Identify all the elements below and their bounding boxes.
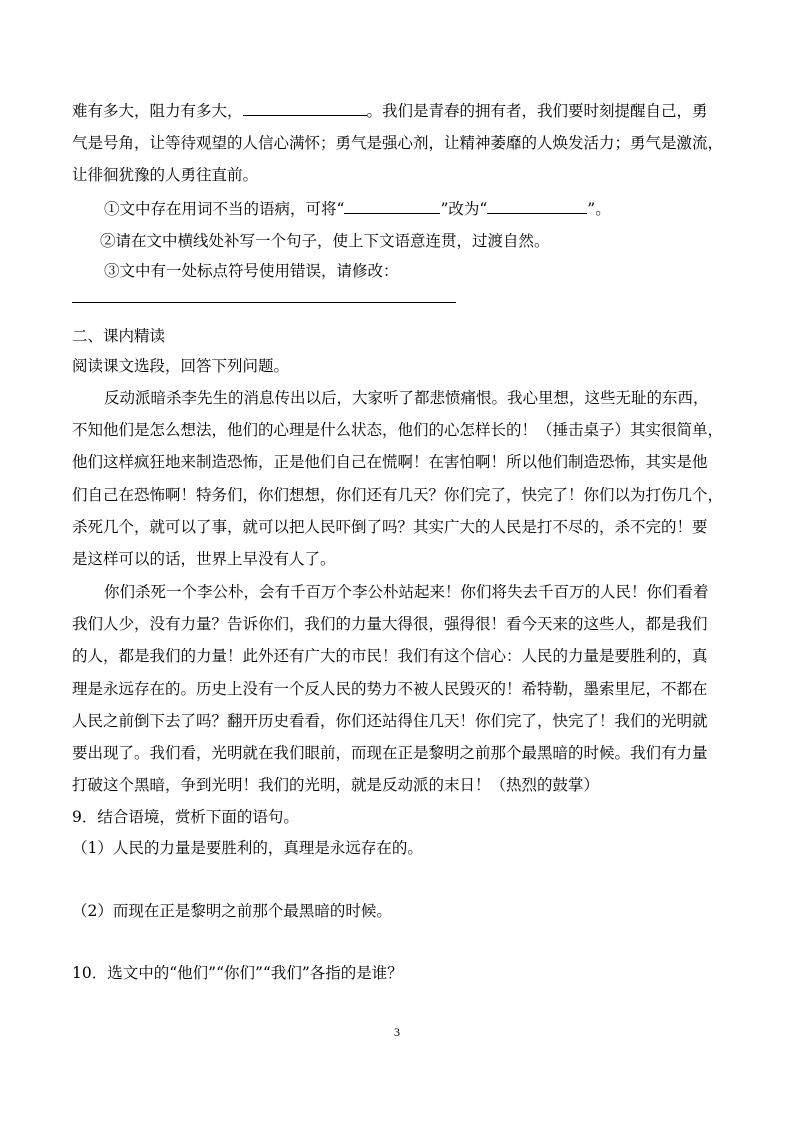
question-9-2: （2）而现在正是黎明之前那个最黑暗的时候。: [72, 902, 392, 920]
question-9: 9．结合语境，赏析下面的语句。: [72, 808, 299, 826]
passage-p1-line: 杀死几个，就可以了事，就可以把人民吓倒了吗？其实广大的人民是打不尽的，杀不完的！要: [72, 518, 708, 536]
passage-p2-line: 的人，都是我们的力量！此外还有广大的市民！我们有这个信心：人民的力量是要胜利的，真: [72, 647, 708, 665]
intro-line-2: 气是号角，让等待观望的人信心满怀；勇气是强心剂，让精神萎靡的人焕发活力；勇气是激流，: [72, 134, 724, 152]
section-heading: 二、课内精读: [72, 327, 166, 345]
passage-p1-line: 他们这样疯狂地来制造恐怖，正是他们自己在慌啊！在害怕啊！所以他们制造恐怖，其实是他: [72, 453, 708, 471]
intro-line-1-start: 难有多大，阻力有多大，: [72, 102, 243, 120]
question-9-1: （1）人民的力量是要胜利的，真理是永远存在的。: [72, 839, 423, 857]
question-1-text-b: ”改为“: [440, 200, 488, 218]
answer-line-q3[interactable]: [72, 302, 456, 303]
intro-line-1: [72, 101, 732, 121]
passage-p2-line: 人民之前倒下去了吗？翻开历史看看，你们还站得住几天！你们完了，快完了！我们的光明就: [72, 712, 708, 730]
question-1-text-c: ”。: [587, 200, 611, 218]
passage-p2-line: 你们杀死一个李公朴，会有千百万个李公朴站起来！你们将失去千百万的人民！你们看着: [104, 583, 709, 601]
intro-line-3: 让徘徊犹豫的人勇往直前。: [72, 166, 259, 184]
passage-p2-line: 要出现了。我们看，光明就在我们眼前，而现在正是黎明之前那个最黑暗的时候。我们有力量: [72, 744, 708, 762]
question-1-text-a: ①文中存在用词不当的语病，可将“: [104, 200, 345, 218]
section-instruction: 阅读课文选段，回答下列问题。: [72, 357, 290, 375]
passage-p1-line: 是这样可以的话，世界上早没有人了。: [72, 550, 336, 568]
fill-blank-wrong-word[interactable]: [344, 199, 440, 214]
passage-p2-line: 我们人少，没有力量？告诉你们，我们的力量大得很，强得很！看今天来的这些人，都是我们: [72, 615, 708, 633]
question-3: ③文中有一处标点符号使用错误，请修改：: [104, 262, 399, 280]
passage-p2-line: 打破这个黑暗，争到光明！我们的光明，就是反动派的末日！（热烈的鼓掌）: [72, 776, 600, 794]
question-2: ②请在文中横线处补写一个句子，使上下文语意连贯，过渡自然。: [100, 232, 550, 250]
fill-blank-correct-word[interactable]: [487, 199, 587, 214]
passage-p1-line: 们自己在恐怖啊！特务们，你们想想，你们还有几天？你们完了，快完了！你们以为打伤几个，: [72, 486, 724, 504]
passage-p1-line: 不知他们是怎么想法，他们的心理是什么状态，他们的心怎样长的！（捶击桌子）其实很简单，: [72, 421, 724, 439]
intro-line-1-end: 。我们是青春的拥有者，我们要时刻提醒自己，勇: [366, 102, 708, 120]
question-1: [104, 199, 764, 219]
fill-blank-sentence[interactable]: [243, 101, 367, 116]
page-number: 3: [394, 1025, 400, 1039]
passage-p2-line: 理是永远存在的。历史上没有一个反人民的势力不被人民毁灭的！希特勒，墨索里尼，不都在: [72, 680, 708, 698]
passage-p1-line: 反动派暗杀李先生的消息传出以后，大家听了都悲愤痛恨。我心里想，这些无耻的东西，: [104, 389, 709, 407]
question-10: 10．选文中的“他们”“你们”“我们”各指的是谁？: [72, 964, 403, 982]
